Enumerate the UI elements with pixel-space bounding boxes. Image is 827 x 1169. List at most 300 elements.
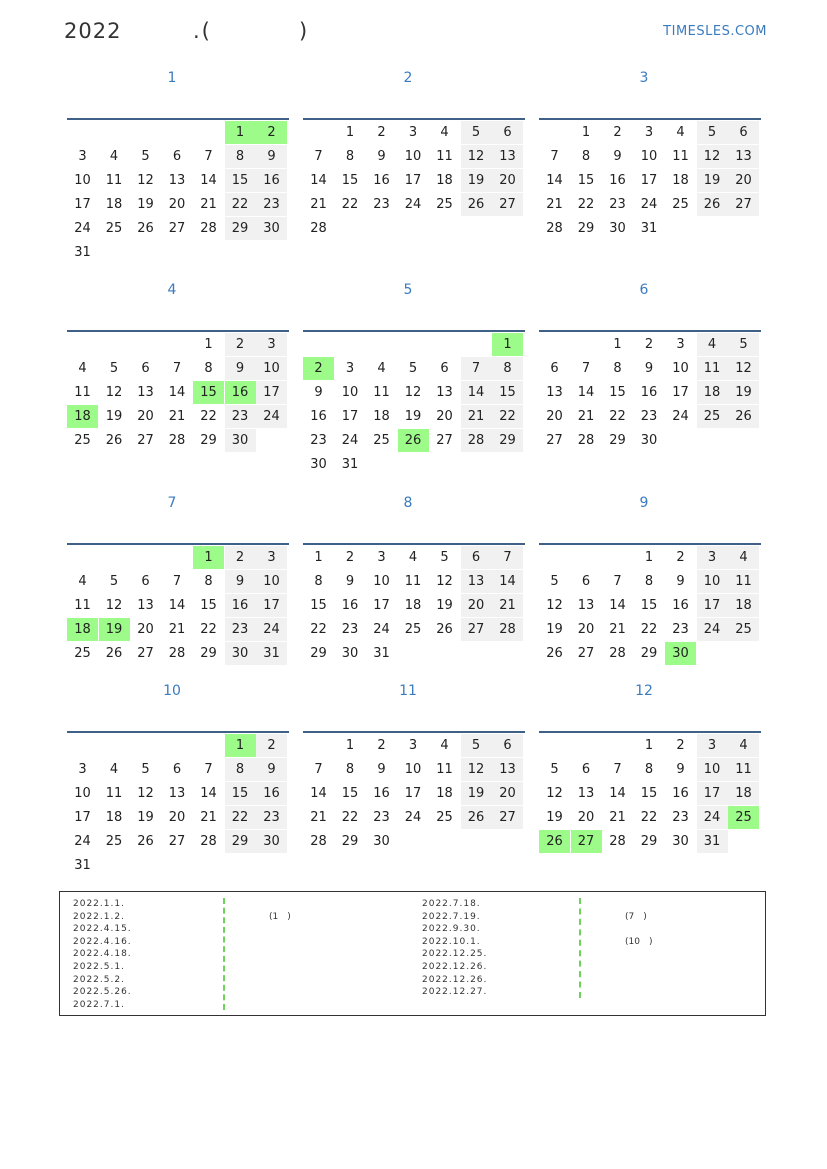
day-cell: 8 [204,361,213,376]
day-cell: 12 [546,598,563,613]
day-cell: 11 [404,574,422,589]
day-cell: 5 [440,550,449,565]
day-cell: 8 [204,574,213,589]
day-cell: 14 [200,173,217,188]
day-cell: 29 [310,646,327,661]
day-cell: 15 [492,381,523,404]
day-cell: 13 [168,786,186,801]
day-cell: 17 [74,810,91,825]
legend-date: 2022.5.26. [73,987,132,998]
legend-date: 2022.5.2. [73,974,125,985]
day-cell: 5 [697,121,728,144]
day-cell: 19 [546,810,563,825]
day-cell: 29 [640,834,658,849]
day-cell: 5 [461,734,492,757]
day-cell: 18 [728,782,759,805]
day-cell: 5 [141,762,150,777]
day-cell: 21 [200,197,217,212]
day-cell: 13 [492,758,523,781]
day-cell: 21 [310,197,327,212]
day-cell: 7 [613,574,622,589]
day-cell: 10 [74,786,91,801]
holiday-day-cell: 18 [67,405,98,428]
day-cell: 1 [613,337,622,352]
day-cell: 26 [137,834,154,849]
day-cell: 5 [109,574,119,589]
day-cell: 28 [310,834,327,849]
day-cell: 25 [105,834,123,849]
day-cell: 24 [256,405,287,428]
day-cell: 8 [225,145,256,168]
day-cell: 19 [105,409,123,424]
legend-date: 2022.10.1. [422,936,481,947]
day-cell: 28 [200,834,217,849]
day-cell: 29 [200,433,217,448]
day-cell: 16 [672,786,689,801]
day-cell: 14 [461,381,492,404]
day-cell: 28 [577,433,595,448]
day-cell: 20 [546,409,563,424]
day-cell: 14 [492,570,523,593]
day-cell: 21 [168,409,186,424]
day-cell: 24 [404,810,422,825]
day-cell: 9 [225,357,256,380]
day-cell: 4 [78,574,87,589]
day-cell: 21 [310,810,327,825]
holiday-day-cell: 2 [303,357,334,380]
day-cell: 9 [613,149,622,164]
day-cell: 20 [577,810,595,825]
day-cell: 5 [550,762,559,777]
day-cell: 5 [728,333,759,356]
holiday-day-cell: 19 [99,618,130,641]
day-cell: 10 [256,357,287,380]
day-cell: 4 [728,734,759,757]
day-cell: 21 [200,810,217,825]
day-cell: 24 [341,433,359,448]
legend-date: 2022.12.26. [422,974,488,985]
day-cell: 9 [314,385,323,400]
day-cell: 14 [609,598,626,613]
day-cell: 12 [436,574,453,589]
day-cell: 5 [550,574,559,589]
day-cell: 7 [314,762,323,777]
day-cell: 20 [577,622,595,637]
day-cell: 14 [310,786,327,801]
day-cell: 8 [345,149,355,164]
day-cell: 15 [341,173,359,188]
day-cell: 11 [105,173,123,188]
day-cell: 11 [105,786,123,801]
day-cell: 30 [373,834,390,849]
day-cell: 10 [404,149,422,164]
day-cell: 21 [546,197,563,212]
day-cell: 5 [408,361,418,376]
day-cell: 1 [345,738,355,753]
day-cell: 27 [492,193,523,216]
site-logo[interactable]: TIMESLES.COM [663,24,767,39]
day-cell: 10 [404,762,422,777]
day-cell: 27 [728,193,759,216]
legend-date: 2022.7.18. [422,899,481,909]
day-cell: 23 [225,618,256,641]
day-cell: 24 [74,834,91,849]
day-cell: 20 [492,169,523,192]
day-cell: 14 [577,385,595,400]
day-cell: 28 [168,646,186,661]
day-cell: 25 [74,433,91,448]
day-cell: 3 [697,546,728,569]
day-cell: 26 [436,622,453,637]
day-cell: 2 [345,550,355,565]
day-cell: 4 [78,361,87,376]
day-cell: 16 [256,169,287,192]
day-cell: 24 [256,618,287,641]
day-cell: 7 [172,574,182,589]
day-cell: 18 [436,786,453,801]
day-cell: 11 [436,149,453,164]
day-cell: 5 [109,361,119,376]
day-cell: 27 [168,221,186,236]
day-cell: 23 [256,806,287,829]
day-cell: 22 [640,622,658,637]
day-cell: 2 [377,125,386,140]
day-cell: 18 [105,197,123,212]
day-cell: 9 [256,145,287,168]
day-cell: 24 [74,221,91,236]
day-cell: 13 [168,173,186,188]
day-cell: 31 [341,457,359,472]
day-cell: 19 [436,598,453,613]
day-cell: 30 [341,646,359,661]
day-cell: 24 [404,197,422,212]
day-cell: 20 [168,810,186,825]
day-cell: 22 [200,622,217,637]
day-cell: 22 [341,810,359,825]
day-cell: 2 [225,546,256,569]
month-divider [539,330,761,332]
day-cell: 11 [728,570,759,593]
day-cell: 27 [546,433,563,448]
day-cell: 24 [640,197,658,212]
day-cell: 14 [200,786,217,801]
day-cell: 19 [137,810,154,825]
day-cell: 28 [609,834,626,849]
day-cell: 29 [609,433,626,448]
day-cell: 10 [640,149,658,164]
day-cell: 30 [640,433,658,448]
day-cell: 24 [697,806,728,829]
day-cell: 6 [141,361,150,376]
day-cell: 26 [546,646,563,661]
day-cell: 26 [105,646,123,661]
day-cell: 3 [697,734,728,757]
day-cell: 12 [137,173,154,188]
day-cell: 10 [697,758,728,781]
day-cell: 25 [697,405,728,428]
day-cell: 4 [676,125,685,140]
day-cell: 11 [436,762,453,777]
month-title: 5 [403,282,413,298]
day-cell: 13 [492,145,523,168]
day-cell: 13 [577,786,595,801]
day-cell: 11 [373,385,390,400]
day-cell: 4 [109,762,119,777]
day-cell: 29 [492,429,523,452]
holiday-legend [59,891,766,1016]
day-cell: 19 [697,169,728,192]
day-cell: 22 [609,409,626,424]
day-cell: 29 [577,221,595,236]
day-cell: 4 [728,546,759,569]
day-cell: 31 [640,221,658,236]
legend-date: 2022.4.18. [73,949,132,960]
day-cell: 11 [74,385,91,400]
day-cell: 19 [461,169,492,192]
day-cell: 10 [341,385,359,400]
day-cell: 7 [314,149,323,164]
day-cell: 16 [256,782,287,805]
day-cell: 30 [310,457,327,472]
day-cell: 12 [105,598,123,613]
day-cell: 18 [697,381,728,404]
day-cell: 6 [492,121,523,144]
day-cell: 12 [105,385,123,400]
month-title: 12 [635,683,653,699]
day-cell: 11 [697,357,728,380]
day-cell: 12 [137,786,154,801]
day-cell: 13 [461,570,492,593]
day-cell: 12 [546,786,563,801]
day-cell: 23 [225,405,256,428]
day-cell: 15 [640,786,658,801]
holiday-day-cell: 1 [193,546,224,569]
day-cell: 23 [373,810,390,825]
day-cell: 6 [581,762,591,777]
day-cell: 9 [676,574,685,589]
day-cell: 20 [168,197,186,212]
day-cell: 9 [377,149,386,164]
day-cell: 8 [225,758,256,781]
day-cell: 28 [310,221,327,236]
day-cell: 27 [492,806,523,829]
day-cell: 22 [341,197,359,212]
day-cell: 3 [78,149,87,164]
title-closing-paren: ) [299,19,308,43]
day-cell: 4 [408,550,418,565]
holiday-day-cell: 26 [539,830,570,853]
day-cell: 8 [345,762,355,777]
day-cell: 18 [404,598,422,613]
day-cell: 25 [74,646,91,661]
day-cell: 10 [373,574,390,589]
day-cell: 25 [373,433,390,448]
day-cell: 5 [461,121,492,144]
day-cell: 17 [697,594,728,617]
holiday-day-cell: 1 [225,734,256,757]
holiday-day-cell: 27 [571,830,602,853]
day-cell: 2 [676,738,685,753]
title-fragment: .( [193,19,212,43]
day-cell: 9 [377,762,386,777]
holiday-day-cell: 1 [492,333,523,356]
legend-date: 2022.9.30. [422,924,481,935]
day-cell: 16 [341,598,359,613]
day-cell: 3 [256,546,287,569]
day-cell: 29 [225,830,256,853]
day-cell: 15 [225,782,256,805]
day-cell: 15 [577,173,595,188]
day-cell: 18 [373,409,390,424]
day-cell: 8 [581,149,591,164]
day-cell: 23 [256,193,287,216]
day-cell: 9 [225,570,256,593]
day-cell: 2 [644,337,654,352]
legend-date: 2022.1.1. [73,899,125,909]
day-cell: 29 [640,646,658,661]
day-cell: 16 [225,594,256,617]
day-cell: 22 [200,409,217,424]
day-cell: 14 [168,385,186,400]
day-cell: 16 [672,598,689,613]
month-title: 10 [163,683,181,699]
day-cell: 18 [672,173,689,188]
day-cell: 9 [644,361,654,376]
day-cell: 26 [105,433,123,448]
day-cell: 30 [672,834,689,849]
day-cell: 22 [310,622,327,637]
day-cell: 10 [256,570,287,593]
day-cell: 4 [697,333,728,356]
legend-date: 2022.12.25. [422,949,488,960]
day-cell: 12 [461,145,492,168]
day-cell: 22 [577,197,595,212]
day-cell: 7 [581,361,591,376]
day-cell: 17 [404,786,422,801]
day-cell: 28 [461,429,492,452]
day-cell: 14 [546,173,563,188]
day-cell: 23 [341,622,359,637]
day-cell: 9 [345,574,355,589]
day-cell: 22 [225,806,256,829]
day-cell: 27 [137,433,154,448]
month-divider [67,731,289,733]
day-cell: 13 [137,385,154,400]
month-divider [67,118,289,120]
day-cell: 17 [373,598,390,613]
day-cell: 21 [168,622,186,637]
day-cell: 18 [728,594,759,617]
day-cell: 7 [550,149,559,164]
day-cell: 20 [728,169,759,192]
legend-date: 2022.4.15. [73,924,132,935]
holiday-day-cell: 30 [665,642,696,665]
holiday-day-cell: 18 [67,618,98,641]
day-cell: 21 [492,594,523,617]
day-cell: 15 [341,786,359,801]
legend-date: 2022.5.1. [73,962,125,972]
day-cell: 21 [461,405,492,428]
day-cell: 29 [200,646,217,661]
day-cell: 17 [640,173,658,188]
day-cell: 16 [373,786,390,801]
day-cell: 7 [204,149,213,164]
day-cell: 22 [225,193,256,216]
day-cell: 25 [404,622,422,637]
day-cell: 25 [105,221,123,236]
holiday-day-cell: 15 [193,381,224,404]
day-cell: 1 [644,550,654,565]
day-cell: 8 [644,574,654,589]
day-cell: 30 [609,221,626,236]
day-cell: 1 [644,738,654,753]
day-cell: 6 [492,734,523,757]
month-divider [539,731,761,733]
legend-date: 2022.4.16. [73,936,132,947]
day-cell: 3 [408,125,418,140]
day-cell: 28 [609,646,626,661]
day-cell: 26 [697,193,728,216]
day-cell: 6 [172,762,182,777]
day-cell: 16 [310,409,327,424]
month-divider [303,543,525,545]
day-cell: 10 [672,361,689,376]
day-cell: 25 [436,197,453,212]
day-cell: 5 [141,149,150,164]
day-cell: 22 [640,810,658,825]
month-title: 2 [403,70,413,86]
holiday-day-cell: 25 [728,806,759,829]
day-cell: 3 [377,550,386,565]
day-cell: 4 [109,149,119,164]
day-cell: 7 [204,762,213,777]
day-cell: 8 [644,762,654,777]
legend-date: 2022.7.19. [422,911,481,922]
day-cell: 20 [137,409,154,424]
month-divider [303,118,525,120]
day-cell: 17 [672,385,689,400]
day-cell: 30 [256,830,287,853]
day-cell: 2 [377,738,386,753]
day-cell: 21 [609,810,626,825]
legend-date: 2022.1.2. [73,911,125,922]
month-title: 7 [167,495,177,511]
day-cell: 31 [373,646,390,661]
day-cell: 2 [225,333,256,356]
day-cell: 23 [640,409,658,424]
day-cell: 15 [640,598,658,613]
day-cell: 6 [141,574,150,589]
day-cell: 23 [373,197,390,212]
day-cell: 17 [697,782,728,805]
year-title: 2022 [64,19,122,43]
legend-divider-right [579,898,581,998]
day-cell: 13 [436,385,453,400]
day-cell: 1 [345,125,355,140]
day-cell: 15 [200,598,217,613]
day-cell: 11 [74,598,91,613]
legend-note: (10 ) [625,936,653,947]
day-cell: 26 [461,806,492,829]
day-cell: 16 [609,173,626,188]
day-cell: 27 [577,646,595,661]
legend-date: 2022.7.1. [73,999,125,1010]
day-cell: 23 [310,433,327,448]
day-cell: 26 [137,221,154,236]
day-cell: 19 [546,622,563,637]
legend-date: 2022.12.26. [422,962,488,972]
day-cell: 19 [137,197,154,212]
